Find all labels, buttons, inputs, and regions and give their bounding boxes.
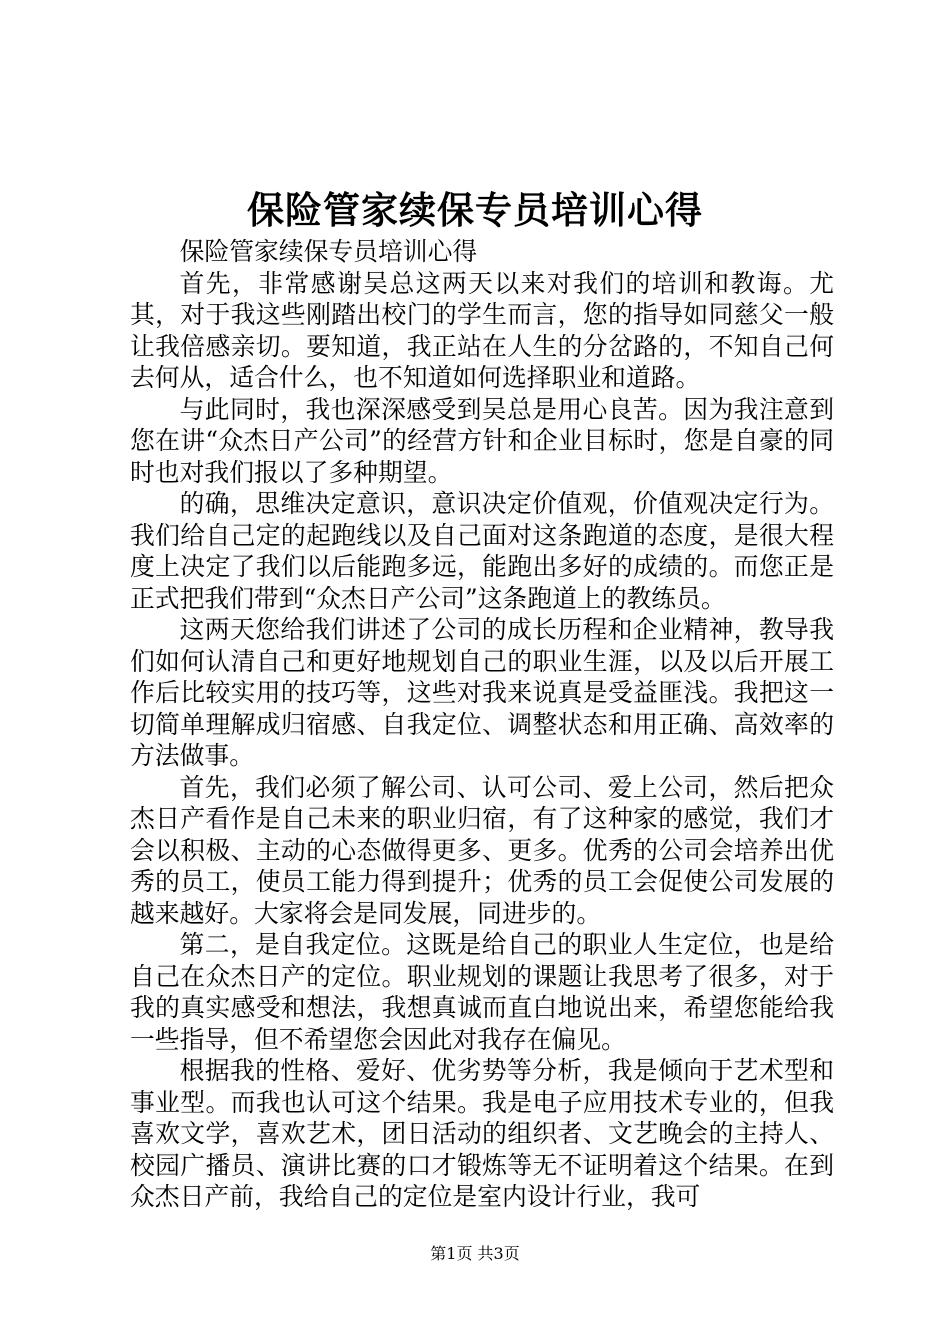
paragraph-mindset: 的确，思维决定意识，意识决定价值观，价值观决定行为。我们给自己定的起跑线以及自己面对这条跑道的态度，是很大程度上决定了我们以后能跑多远，能跑出多好的成绩的。而您正是正式把我们带到“众杰日产公司”这条跑道上的教练员。 xyxy=(130,489,834,613)
document-title: 保险管家续保专员培训心得 xyxy=(247,188,703,232)
paragraph-self-positioning: 第二，是自我定位。这既是给自己的职业人生定位，也是给自己在众杰日产的定位。职业规划的课题让我思考了很多，对于我的真实感受和想法，我想真诚而直白地说出来，希望您能给我一些指导，但不希望您会因此对我存在偏见。 xyxy=(130,930,834,1054)
paragraph-gratitude: 首先，非常感谢吴总这两天以来对我们的培训和教诲。尤其，对于我这些刚踏出校门的学生而言，您的指导如同慈父一般让我倍感亲切。要知道，我正站在人生的分岔路的，不知自己何去何从，适合什么，也不知道如何选择职业和道路。 xyxy=(130,268,834,392)
paragraph-expectations: 与此同时，我也深深感受到吴总是用心良苦。因为我注意到您在讲“众杰日产公司”的经营方针和企业目标时，您是自豪的同时也对我们报以了多种期望。 xyxy=(130,394,834,487)
paragraph-belonging: 首先，我们必须了解公司、认可公司、爱上公司，然后把众杰日产看作是自己未来的职业归宿，有了这种家的感觉，我们才会以积极、主动的心态做得更多、更多。优秀的公司会培养出优秀的员工，使员工能力得到提升；优秀的员工会促使公司发展的越来越好。大家将会是同发展，同进步的。 xyxy=(130,772,834,928)
paragraph-training-summary: 这两天您给我们讲述了公司的成长历程和企业精神，教导我们如何认清自己和更好地规划自己的职业生涯，以及以后开展工作后比较实用的技巧等，这些对我来说真是受益匪浅。我把这一切简单理解成归宿感、自我定位、调整状态和用正确、高效率的方法做事。 xyxy=(130,615,834,770)
page-indicator: 第1页 共3页 xyxy=(430,1244,520,1263)
document-body xyxy=(130,236,834,1213)
document-subtitle-paragraph: 保险管家续保专员培训心得 xyxy=(179,237,478,266)
paragraph-personality-analysis: 根据我的性格、爱好、优劣势等分析，我是倾向于艺术型和事业型。而我也认可这个结果。我是电子应用技术专业的，但我喜欢文学，喜欢艺术，团日活动的组织者、文艺晚会的主持人、校园广播员、演讲比赛的口才锻炼等无不证明着这个结果。在到众杰日产前，我给自己的定位是室内设计行业，我可 xyxy=(130,1056,834,1211)
